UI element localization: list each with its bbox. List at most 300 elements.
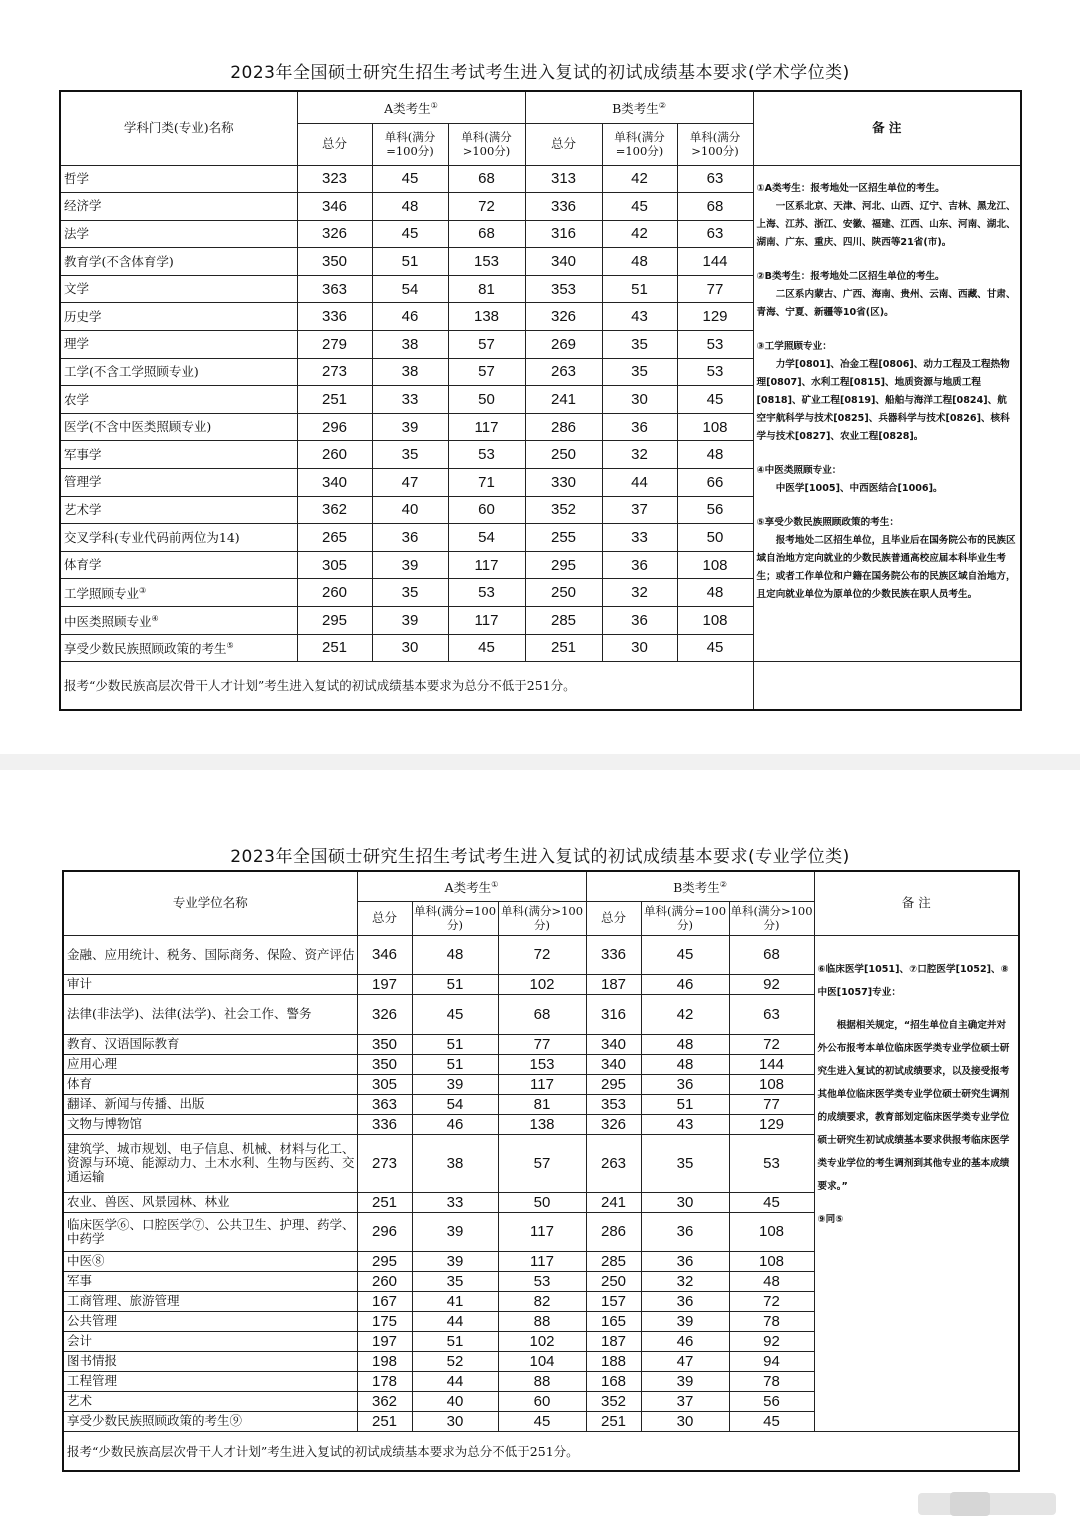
score-a-s2: 81	[448, 275, 525, 303]
score-b-total: 316	[586, 994, 641, 1034]
home-indicator-button[interactable]	[950, 1492, 990, 1516]
score-b-s2: 78	[729, 1371, 814, 1391]
row-name	[60, 193, 297, 221]
score-b-total: 241	[586, 1192, 641, 1212]
score-b-s1: 47	[641, 1351, 729, 1371]
score-b-s1: 37	[602, 496, 677, 524]
row-name-text: 体育学	[64, 557, 102, 573]
row-name: 工商管理、旅游管理	[63, 1291, 357, 1311]
score-b-s2: 63	[677, 165, 753, 193]
score-a-s2: 57	[498, 1134, 586, 1192]
remark-note-head: ③工学照顾专业：	[756, 340, 832, 352]
row-name: 金融、应用统计、税务、国际商务、保险、资产评估	[63, 935, 357, 974]
score-b-total: 263	[525, 358, 602, 386]
score-a-s2: 117	[498, 1074, 586, 1094]
score-b-total: 250	[525, 579, 602, 607]
score-a-total: 323	[297, 165, 372, 193]
row-footnote-mark: ⑤	[226, 641, 234, 651]
score-b-s2: 92	[729, 1331, 814, 1351]
professional-b-group-header: B类考生②	[586, 871, 814, 901]
row-name	[60, 579, 297, 607]
score-b-s2: 108	[677, 607, 753, 635]
score-b-s2: 108	[729, 1251, 814, 1271]
score-a-s2: 53	[498, 1271, 586, 1291]
score-a-s1: 41	[412, 1291, 498, 1311]
row-name-text: 工学照顾专业	[64, 586, 140, 602]
score-a-s1: 38	[372, 358, 448, 386]
score-a-s2: 77	[498, 1034, 586, 1054]
score-b-s2: 48	[677, 579, 753, 607]
remark-note-5	[757, 514, 1017, 604]
score-b-s1: 35	[641, 1134, 729, 1192]
remark-note-3: ⑨同⑤	[817, 1213, 844, 1225]
score-a-total: 326	[357, 994, 412, 1034]
score-a-s2: 102	[498, 974, 586, 994]
score-b-s1: 48	[602, 248, 677, 276]
row-name: 应用心理	[63, 1054, 357, 1074]
academic-remarks-header: 备 注	[753, 91, 1021, 165]
row-name-text: 艺术学	[64, 501, 102, 517]
score-a-s2: 117	[448, 551, 525, 579]
score-b-total: 187	[586, 974, 641, 994]
score-b-s1: 35	[602, 331, 677, 359]
score-a-s1: 39	[372, 551, 448, 579]
professional-footnote-row	[63, 1431, 1019, 1471]
score-b-total: 336	[525, 193, 602, 221]
score-a-s1: 39	[372, 413, 448, 441]
score-b-total: 295	[525, 551, 602, 579]
row-name-text: 中医类照顾专业	[64, 613, 152, 629]
score-a-s2: 102	[498, 1331, 586, 1351]
row-name: 教育、汉语国际教育	[63, 1034, 357, 1054]
score-b-s2: 78	[729, 1311, 814, 1331]
academic-table	[59, 90, 1022, 711]
row-name-text: 经济学	[64, 198, 102, 214]
score-a-s2: 50	[498, 1192, 586, 1212]
score-a-total: 251	[297, 386, 372, 414]
row-name-text: 哲学	[64, 170, 90, 186]
score-b-s1: 42	[641, 994, 729, 1034]
score-b-s2: 94	[729, 1351, 814, 1371]
score-b-s1: 45	[641, 935, 729, 974]
score-b-s2: 45	[677, 386, 753, 414]
score-a-s2: 68	[498, 994, 586, 1034]
score-b-s2: 56	[729, 1391, 814, 1411]
score-a-s1: 33	[412, 1192, 498, 1212]
score-b-s2: 77	[677, 275, 753, 303]
score-b-total: 340	[525, 248, 602, 276]
score-b-s2: 56	[677, 496, 753, 524]
score-b-s2: 53	[677, 331, 753, 359]
row-name: 审计	[63, 974, 357, 994]
score-b-s2: 63	[729, 994, 814, 1034]
score-a-s2: 117	[498, 1251, 586, 1271]
score-a-s1: 35	[372, 441, 448, 469]
score-a-s1: 48	[372, 193, 448, 221]
professional-a-singlegt100-header: 单科(满分>100分)	[498, 901, 586, 935]
score-a-total: 363	[357, 1094, 412, 1114]
score-a-total: 363	[297, 275, 372, 303]
score-a-total: 350	[357, 1054, 412, 1074]
row-name: 文物与博物馆	[63, 1114, 357, 1134]
row-name-text: 教育学(不含体育学)	[64, 253, 174, 269]
score-b-s2: 108	[729, 1212, 814, 1251]
row-name: 工程管理	[63, 1371, 357, 1391]
score-b-s1: 42	[602, 220, 677, 248]
score-a-total: 305	[297, 551, 372, 579]
remark-note-body: 力学[0801]、冶金工程[0806]、动力工程及工程热物理[0807]、水利工程[0815]、地质资源与地质工程[0818]、矿业工程[0819]、船舶与海洋工程[0824]、航空宇航科学与技术[0825]、兵器科学与技术[0826]、核科学与技术[0827]、农业工程[0828]。	[756, 358, 1010, 442]
score-b-s2: 72	[729, 1291, 814, 1311]
remark-note-body: 二区系内蒙古、广西、海南、贵州、云南、西藏、甘肃、青海、宁夏、新疆等10省(区)。	[756, 288, 1016, 318]
score-b-s1: 46	[641, 1331, 729, 1351]
score-a-s2: 82	[498, 1291, 586, 1311]
score-a-s1: 30	[372, 634, 448, 662]
academic-sheet	[0, 0, 1080, 754]
score-a-s1: 33	[372, 386, 448, 414]
score-b-total: 353	[586, 1094, 641, 1114]
professional-a-single100-header: 单科(满分=100分)	[412, 901, 498, 935]
row-name-text: 农学	[64, 391, 90, 407]
score-a-s1: 44	[412, 1311, 498, 1331]
row-name	[60, 496, 297, 524]
score-b-total: 251	[525, 634, 602, 662]
score-b-s2: 66	[677, 469, 753, 497]
score-a-s1: 39	[412, 1251, 498, 1271]
academic-b-group-header: B类考生②	[525, 91, 753, 123]
score-b-s1: 32	[602, 441, 677, 469]
row-name: 艺术	[63, 1391, 357, 1411]
score-b-s2: 63	[677, 220, 753, 248]
score-b-total: 330	[525, 469, 602, 497]
row-name: 图书情报	[63, 1351, 357, 1371]
score-a-total: 167	[357, 1291, 412, 1311]
score-b-s1: 42	[602, 165, 677, 193]
score-a-total: 362	[297, 496, 372, 524]
score-a-total: 273	[297, 358, 372, 386]
professional-remarks-cell	[814, 935, 1019, 1431]
score-a-s1: 46	[412, 1114, 498, 1134]
score-a-s1: 38	[372, 331, 448, 359]
bottom-nav-bar	[918, 1492, 1058, 1516]
score-b-total: 326	[525, 303, 602, 331]
score-b-s1: 46	[641, 974, 729, 994]
score-b-total: 241	[525, 386, 602, 414]
score-a-s2: 104	[498, 1351, 586, 1371]
professional-title: 2023年全国硕士研究生招生考试考生进入复试的初试成绩基本要求(专业学位类)	[230, 847, 850, 867]
score-b-s1: 48	[641, 1054, 729, 1074]
academic-title: 2023年全国硕士研究生招生考试考生进入复试的初试成绩基本要求(学术学位类)	[230, 63, 850, 83]
score-b-s1: 36	[602, 551, 677, 579]
score-a-s2: 88	[498, 1371, 586, 1391]
score-b-s1: 36	[602, 413, 677, 441]
academic-header-row	[60, 91, 1021, 123]
score-a-s2: 45	[448, 634, 525, 662]
score-b-s2: 45	[677, 634, 753, 662]
academic-footnote: 报考“少数民族高层次骨干人才计划”考生进入复试的初试成绩基本要求为总分不低于251分。	[60, 662, 753, 710]
score-b-s2: 53	[677, 358, 753, 386]
score-a-s2: 57	[448, 331, 525, 359]
professional-table-body	[63, 935, 1019, 1431]
score-a-total: 350	[357, 1034, 412, 1054]
academic-table-body	[60, 165, 1021, 662]
row-name	[60, 331, 297, 359]
score-b-s2: 45	[729, 1192, 814, 1212]
score-a-total: 175	[357, 1311, 412, 1331]
professional-b-single100-header: 单科(满分=100分)	[641, 901, 729, 935]
row-name	[60, 275, 297, 303]
score-a-total: 296	[357, 1212, 412, 1251]
score-b-s1: 32	[602, 579, 677, 607]
academic-remarks-cell	[753, 165, 1021, 662]
score-a-s1: 54	[372, 275, 448, 303]
score-b-s2: 48	[729, 1271, 814, 1291]
score-b-s1: 51	[641, 1094, 729, 1114]
score-b-s2: 129	[677, 303, 753, 331]
score-a-s1: 47	[372, 469, 448, 497]
score-b-s1: 36	[641, 1212, 729, 1251]
score-a-s1: 51	[412, 1331, 498, 1351]
academic-footnote-row	[60, 662, 1021, 710]
score-a-s1: 30	[412, 1411, 498, 1431]
score-b-total: 336	[586, 935, 641, 974]
remark-note-2: 根据相关规定，“招生单位自主确定并对外公布报考本单位临床医学类专业学位硕士研究生进入复试的初试成绩要求，以及接受报考其他单位临床医学类专业学位硕士研究生调剂的成绩要求，教育部划定临床医学类专业学位硕士研究生初试成绩基本要求供报考临床医学类专业学位的考生调剂到其他专业的基本成绩要求。”	[817, 1019, 1010, 1192]
score-b-s1: 39	[641, 1311, 729, 1331]
score-a-s1: 40	[412, 1391, 498, 1411]
score-a-s1: 48	[412, 935, 498, 974]
score-a-total: 346	[357, 935, 412, 974]
score-b-s1: 36	[602, 607, 677, 635]
score-a-s2: 68	[448, 165, 525, 193]
score-a-s1: 38	[412, 1134, 498, 1192]
row-name: 享受少数民族照顾政策的考生⑨	[63, 1411, 357, 1431]
row-name	[60, 303, 297, 331]
score-b-total: 250	[586, 1271, 641, 1291]
score-b-s1: 36	[641, 1251, 729, 1271]
row-name	[60, 524, 297, 552]
remark-note-head: ⑤享受少数民族照顾政策的考生：	[756, 516, 899, 528]
score-b-total: 340	[586, 1054, 641, 1074]
row-name	[60, 441, 297, 469]
score-a-total: 260	[297, 441, 372, 469]
professional-name-header: 专业学位名称	[63, 871, 357, 935]
row-name	[60, 386, 297, 414]
score-a-total: 251	[357, 1411, 412, 1431]
score-a-s2: 138	[498, 1114, 586, 1134]
score-a-s2: 71	[448, 469, 525, 497]
row-name-text: 法学	[64, 225, 90, 241]
remark-note-body: 中医学[1005]、中西医结合[1006]。	[775, 482, 943, 494]
score-b-s2: 144	[677, 248, 753, 276]
score-b-total: 340	[586, 1034, 641, 1054]
score-a-s2: 60	[498, 1391, 586, 1411]
row-name-text: 享受少数民族照顾政策的考生	[64, 641, 227, 657]
score-a-s1: 45	[412, 994, 498, 1034]
row-name	[60, 634, 297, 662]
score-b-total: 352	[525, 496, 602, 524]
score-a-s2: 54	[448, 524, 525, 552]
score-b-s1: 44	[602, 469, 677, 497]
academic-name-header: 学科门类(专业)名称	[60, 91, 297, 165]
score-b-s2: 72	[729, 1034, 814, 1054]
score-b-s2: 108	[677, 551, 753, 579]
remark-note-head: ①A类考生：报考地处一区招生单位的考生。	[756, 182, 945, 194]
row-name: 临床医学⑥、口腔医学⑦、公共卫生、护理、药学、中药学	[63, 1212, 357, 1251]
professional-table	[62, 870, 1020, 1472]
academic-b-single100-header: 单科(满分=100分)	[602, 123, 677, 165]
score-b-s2: 50	[677, 524, 753, 552]
professional-footnote: 报考“少数民族高层次骨干人才计划”考生进入复试的初试成绩基本要求为总分不低于251分。	[63, 1431, 1019, 1471]
row-footnote-mark: ④	[151, 613, 159, 623]
score-a-total: 350	[297, 248, 372, 276]
score-b-s1: 32	[641, 1271, 729, 1291]
score-a-total: 251	[357, 1192, 412, 1212]
row-name: 建筑学、城市规划、电子信息、机械、材料与化工、资源与环境、能源动力、土木水利、生物与医药、交通运输	[63, 1134, 357, 1192]
score-a-s2: 53	[448, 579, 525, 607]
score-b-total: 353	[525, 275, 602, 303]
score-b-s1: 30	[602, 634, 677, 662]
academic-a-single100-header: 单科(满分=100分)	[372, 123, 448, 165]
score-b-s1: 36	[641, 1291, 729, 1311]
score-a-s1: 39	[412, 1212, 498, 1251]
score-b-s1: 35	[602, 358, 677, 386]
score-a-s2: 57	[448, 358, 525, 386]
row-name-text: 理学	[64, 336, 90, 352]
table-row	[63, 935, 1019, 974]
score-b-s2: 144	[729, 1054, 814, 1074]
score-a-s1: 45	[372, 165, 448, 193]
score-a-total: 295	[297, 607, 372, 635]
score-b-total: 352	[586, 1391, 641, 1411]
score-a-s1: 51	[412, 974, 498, 994]
score-b-s1: 39	[641, 1371, 729, 1391]
remark-note-body: 报考地处二区招生单位，且毕业后在国务院公布的民族区域自治地方定向就业的少数民族普通高校应届本科毕业生考生；或者工作单位和户籍在国务院公布的民族区域自治地方，且定向就业单位为原单位的少数民族在职人员考生。	[756, 534, 1016, 600]
row-name	[60, 413, 297, 441]
score-a-s1: 51	[372, 248, 448, 276]
academic-a-total-header: 总分	[297, 123, 372, 165]
score-a-total: 273	[357, 1134, 412, 1192]
score-b-s2: 68	[729, 935, 814, 974]
score-a-s1: 39	[412, 1074, 498, 1094]
score-a-s2: 153	[448, 248, 525, 276]
score-a-s2: 117	[448, 413, 525, 441]
row-footnote-mark: ③	[139, 586, 147, 596]
row-name: 公共管理	[63, 1311, 357, 1331]
row-name-text: 文学	[64, 281, 90, 297]
row-name	[60, 220, 297, 248]
row-name: 军事	[63, 1271, 357, 1291]
score-a-s1: 46	[372, 303, 448, 331]
row-name-text: 军事学	[64, 446, 102, 462]
remark-note-head: ②B类考生：报考地处二区招生单位的考生。	[756, 270, 945, 282]
score-a-s2: 138	[448, 303, 525, 331]
score-b-s1: 37	[641, 1391, 729, 1411]
score-a-total: 362	[357, 1391, 412, 1411]
score-a-s1: 35	[412, 1271, 498, 1291]
score-a-s2: 153	[498, 1054, 586, 1074]
score-b-s2: 108	[729, 1074, 814, 1094]
score-a-total: 197	[357, 974, 412, 994]
row-name: 农业、兽医、风景园林、林业	[63, 1192, 357, 1212]
score-a-total: 178	[357, 1371, 412, 1391]
remark-note-3	[757, 338, 1017, 446]
score-a-s2: 50	[448, 386, 525, 414]
score-a-s1: 51	[412, 1034, 498, 1054]
professional-remarks-header: 备 注	[814, 871, 1019, 935]
score-a-s1: 51	[412, 1054, 498, 1074]
score-b-total: 269	[525, 331, 602, 359]
row-name-text: 工学(不含工学照顾专业)	[64, 363, 199, 379]
score-b-s2: 53	[729, 1134, 814, 1192]
row-name-text: 医学(不含中医类照顾专业)	[64, 419, 212, 435]
academic-a-singlegt100-header: 单科(满分>100分)	[448, 123, 525, 165]
score-a-total: 346	[297, 193, 372, 221]
score-a-total: 197	[357, 1331, 412, 1351]
score-b-total: 313	[525, 165, 602, 193]
professional-sheet	[0, 770, 1080, 1528]
score-b-total: 295	[586, 1074, 641, 1094]
score-a-total: 340	[297, 469, 372, 497]
score-a-s2: 45	[498, 1411, 586, 1431]
score-b-total: 251	[586, 1411, 641, 1431]
score-a-total: 336	[357, 1114, 412, 1134]
row-name	[60, 469, 297, 497]
score-b-s1: 30	[641, 1411, 729, 1431]
score-b-s1: 51	[602, 275, 677, 303]
score-a-total: 260	[297, 579, 372, 607]
score-b-total: 316	[525, 220, 602, 248]
score-a-s2: 60	[448, 496, 525, 524]
row-name: 体育	[63, 1074, 357, 1094]
score-a-s1: 44	[412, 1371, 498, 1391]
row-name-text: 历史学	[64, 308, 102, 324]
remark-note-body: 一区系北京、天津、河北、山西、辽宁、吉林、黑龙江、上海、江苏、浙江、安徽、福建、江西、山东、河南、湖北、湖南、广东、重庆、四川、陕西等21省(市)。	[756, 200, 1016, 248]
row-name	[60, 248, 297, 276]
score-a-total: 198	[357, 1351, 412, 1371]
academic-a-group-header: A类考生①	[297, 91, 525, 123]
remark-note-1: ⑥临床医学[1051]、⑦口腔医学[1052]、⑧中医[1057]专业：	[817, 963, 1009, 998]
score-b-s2: 45	[729, 1411, 814, 1431]
professional-a-group-header: A类考生①	[357, 871, 586, 901]
score-b-total: 168	[586, 1371, 641, 1391]
row-name: 中医⑧	[63, 1251, 357, 1271]
row-name-text: 交叉学科(专业代码前两位为14)	[64, 529, 240, 545]
score-a-total: 305	[357, 1074, 412, 1094]
remark-note-head: ④中医类照顾专业：	[756, 464, 842, 476]
row-name	[60, 551, 297, 579]
score-b-total: 286	[525, 413, 602, 441]
score-b-s1: 30	[602, 386, 677, 414]
score-a-total: 326	[297, 220, 372, 248]
score-b-s2: 77	[729, 1094, 814, 1114]
score-b-total: 263	[586, 1134, 641, 1192]
score-b-s2: 129	[729, 1114, 814, 1134]
score-b-total: 285	[525, 607, 602, 635]
score-b-s1: 33	[602, 524, 677, 552]
score-b-s1: 43	[641, 1114, 729, 1134]
score-a-total: 295	[357, 1251, 412, 1271]
score-a-s2: 68	[448, 220, 525, 248]
score-a-s1: 35	[372, 579, 448, 607]
row-name: 会计	[63, 1331, 357, 1351]
row-name: 翻译、新闻与传播、出版	[63, 1094, 357, 1114]
score-a-total: 265	[297, 524, 372, 552]
row-name	[60, 358, 297, 386]
professional-a-total-header: 总分	[357, 901, 412, 935]
score-a-s2: 81	[498, 1094, 586, 1114]
score-b-s2: 48	[677, 441, 753, 469]
academic-b-singlegt100-header: 单科(满分>100分)	[677, 123, 753, 165]
score-a-s1: 39	[372, 607, 448, 635]
